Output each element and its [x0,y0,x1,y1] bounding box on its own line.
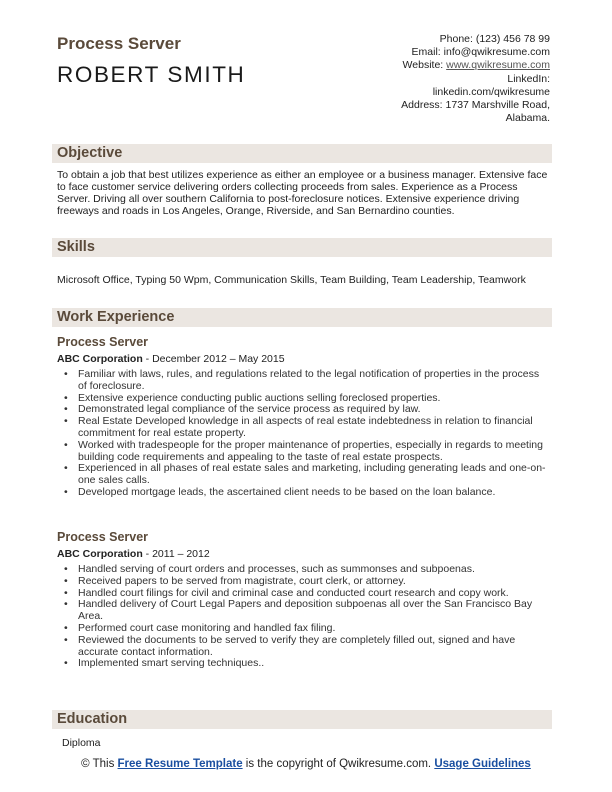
bullet-icon: • [64,563,68,575]
bullet-icon: • [64,391,68,404]
bullet-icon: • [64,598,68,611]
bullet-text: Real Estate Developed knowledge in all aspects of real estate indebtedness in relation to financial commitment for real estate property. [78,415,533,439]
work-title: Work Experience [57,309,175,325]
list-item [57,658,547,670]
skills-section-header [52,238,552,257]
job-2-dates: - 2011 – 2012 [142,548,210,560]
website-link[interactable]: www.qwikresume.com [446,59,550,72]
person-name: ROBERT SMITH [57,62,246,87]
job-1-title: Process Server [57,335,149,349]
contact-block [290,33,550,125]
list-item [57,599,547,623]
contact-phone [290,33,550,46]
job-1-dates: - December 2012 – May 2015 [142,353,285,365]
bullet-text: Handled delivery of Court Legal Papers and deposition subpoenas all over the San Francisco Bay Area. [78,598,533,623]
usage-guidelines-link[interactable]: Usage Guidelines [434,758,531,770]
bullet-text: Handled serving of court orders and processes, such as summonses and subpoenas. [78,563,475,575]
list-item [57,635,547,659]
bullet-icon: • [64,574,68,587]
contact-linkedin-label: LinkedIn: [507,72,550,85]
contact-address [290,99,550,112]
job-2-company-line [57,548,210,560]
bullet-text: Performed court case monitoring and handled fax filing. [78,621,336,634]
bullet-text: Experienced in all phases of real estate sales and marketing, including generating leads and one-on-one sales calls. [78,462,546,487]
footer-middle: is the copyright of Qwikresume.com. [242,758,435,770]
copyright-footer [40,758,572,771]
list-item [57,487,547,499]
list-item [57,416,547,440]
bullet-text: Worked with tradespeople for the proper maintenance of properties, especially in regards to meeting building code requirements and appealing to the taste of real estate prospects. [78,438,543,463]
bullet-icon: • [64,586,68,599]
bullet-icon: • [64,403,68,416]
education-title: Education [57,711,128,727]
address-line1: 1737 Marshville Road, [445,99,550,112]
job-2-title: Process Server [57,530,149,544]
bullet-icon: • [64,633,68,646]
work-section-header [52,308,552,327]
bullet-text: Demonstrated legal compliance of the service process as required by law. [78,403,421,416]
bullet-text: Familiar with laws, rules, and regulations related to the legal notification of properties in the process of foreclosure. [78,368,540,392]
bullet-text: Extensive experience conducting public auctions selling foreclosed properties. [78,391,441,404]
bullet-text: Implemented smart serving techniques.. [78,657,265,670]
job-2-bullets [57,564,547,670]
email-label: Email: [411,46,441,59]
phone-value: (123) 456 78 99 [475,33,550,45]
address-label: Address: [401,99,443,112]
objective-section-header [52,144,552,163]
bullet-text: Reviewed the documents to be served to verify they are completely filled out, signed and have accurate contact information. [78,633,516,658]
phone-label: Phone: [439,33,473,45]
education-text: Diploma [62,737,101,749]
job-2-company: ABC Corporation [57,548,143,560]
bullet-icon: • [64,657,68,670]
footer-prefix: © This [81,758,118,770]
website-label: Website: [402,59,444,72]
list-item [57,440,547,464]
contact-linkedin: linkedin.com/qwikresume [432,85,550,98]
free-resume-template-link[interactable]: Free Resume Template [117,758,243,770]
job-title: Process Server [57,34,181,53]
job-1-company-line [57,353,285,365]
skills-title: Skills [57,239,95,255]
bullet-text: Received papers to be served from magistrate, court clerk, or attorney. [78,574,406,587]
list-item [57,463,547,487]
job-1-company: ABC Corporation [57,353,143,365]
bullet-icon: • [64,438,68,451]
job-1-bullets [57,369,547,499]
bullet-icon: • [64,462,68,475]
bullet-icon: • [64,485,68,498]
email-value: info@qwikresume.com [443,46,550,59]
objective-title: Objective [57,145,123,161]
contact-address-line2: Alabama. [505,112,550,125]
bullet-icon: • [64,368,68,380]
bullet-icon: • [64,415,68,428]
education-section-header [52,710,552,729]
list-item [57,369,547,393]
bullet-icon: • [64,621,68,634]
contact-website [290,59,550,72]
objective-text: To obtain a job that best utilizes experience as either an employee or a business manager. Extensive face to face customer service delivering orders collecting proceeds from sales. Experience as a Process Server. Driving all over southern California to post-foreclosure notices. Extensive experience driving freeways and roads in Los Angeles, Orange, Riverside, and San Bernardino counties. [57,169,548,217]
contact-email [290,46,550,59]
skills-text: Microsoft Office, Typing 50 Wpm, Communication Skills, Team Building, Team Leadership, Teamwork [57,274,526,286]
bullet-text: Handled court filings for civil and criminal case and conducted court research and copy work. [78,586,509,599]
bullet-text: Developed mortgage leads, the ascertained client needs to be based on the loan balance. [78,485,496,498]
